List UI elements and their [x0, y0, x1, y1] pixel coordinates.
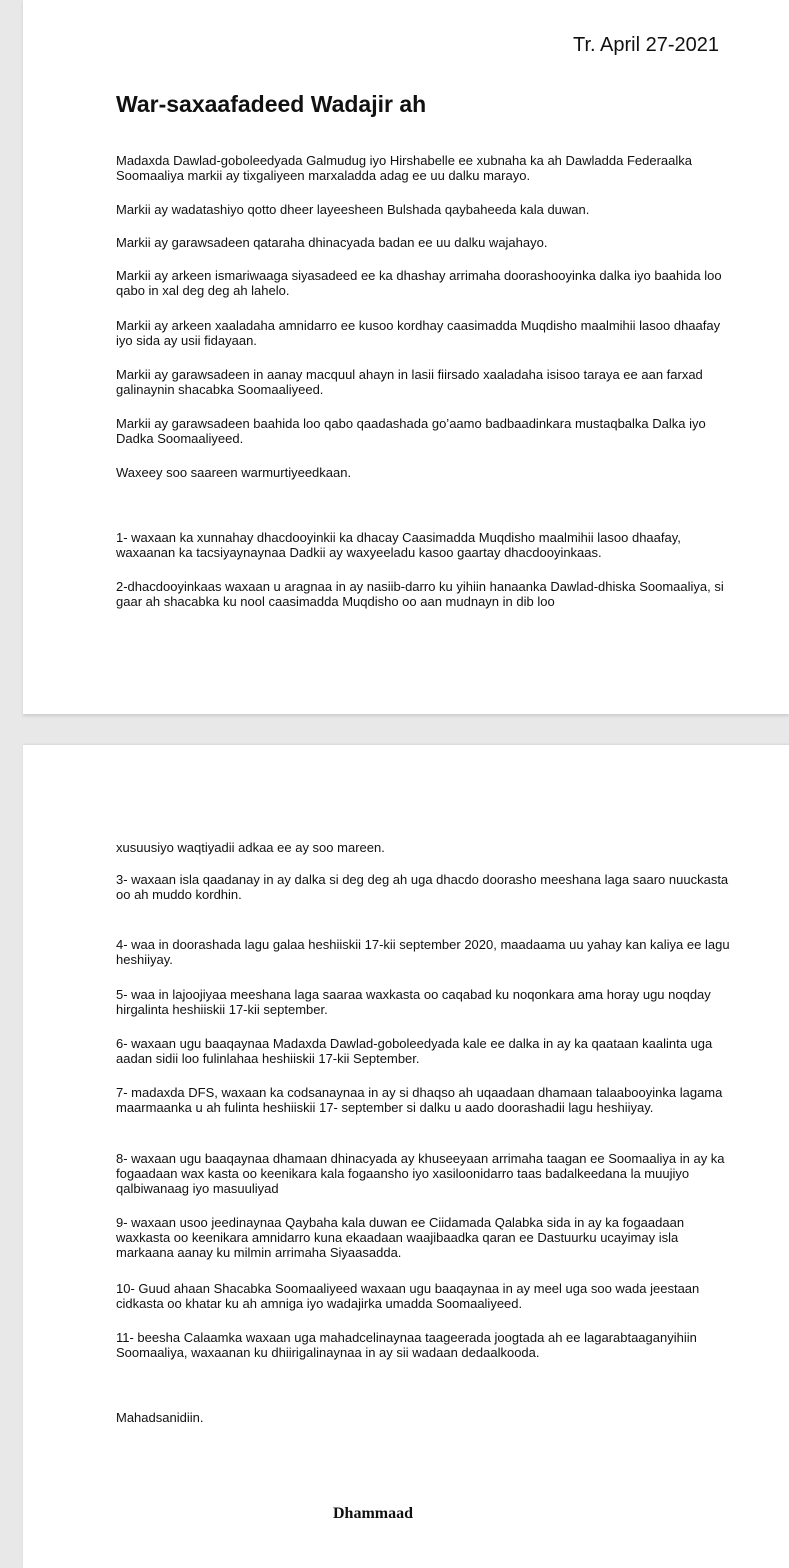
resolution-3: 3- waxaan isla qaadanay in ay dalka si deg deg ah uga dhacdo doorasho meeshana laga saaro nuuckasta oo ah muddo kordhin. [116, 872, 729, 902]
intro-paragraph-6: Markii ay garawsadeen in aanay macquul ahayn in lasii fiirsado xaaladaha isisoo taraya ee aan farxad galinaynin shacabka Soomaaliyeed. [116, 367, 703, 397]
resolution-8: 8- waxaan ugu baaqaynaa dhamaan dhinacyada ay khuseeyaan arrimaha taagan ee Soomaaliya in ay ka fogaadaan wax kasta oo keenikara kala fogaansho iyo xasiloonidarro taas badalkeedana la muujiyo qalbiwanaag iyo masuuliyad [116, 1151, 725, 1196]
resolution-10: 10- Guud ahaan Shacabka Soomaaliyeed waxaan ugu baaqaynaa in ay meel uga soo wada jeestaan cidkasta oo khatar ku ah amniga iyo wadajirka umadda Soomaaliyeed. [116, 1281, 700, 1311]
document-title: War-saxaafadeed Wadajir ah [116, 91, 427, 117]
intro-paragraph-4: Markii ay arkeen ismariwaaga siyasadeed ee ka dhashay arrimaha doorashooyinka dalka iyo baahida loo qabo in xal deg deg ah lahelo. [116, 268, 722, 298]
resolution-5: 5- waa in lajoojiyaa meeshana laga saaraa waxkasta oo caqabad ku noqonkara ama horay ugu noqday hirgalinta heshiiskii 17-kii september. [116, 987, 711, 1017]
intro-paragraph-2: Markii ay wadatashiyo qotto dheer layeesheen Bulshada qaybaheeda kala duwan. [116, 202, 590, 217]
end-mark: Dhammaad [332, 1505, 413, 1522]
resolution-2: 2-dhacdooyinkaas waxaan u aragnaa in ay nasiib-darro ku yihiin hanaanka Dawlad-dhiska Soomaaliya, si gaar ah shacabka ku nool caasimadda Muqdisho oo aan mudnayn in dib loo [116, 579, 724, 609]
resolution-1: 1- waxaan ka xunnahay dhacdooyinkii ka dhacay Caasimadda Muqdisho maalmihii lasoo dhaafay, waxaanan ka tacsiyaynaynaa Dadkii ay waxyeeladu kasoo gaartay dhacdooyinkaas. [116, 530, 681, 560]
intro-paragraph-7: Markii ay garawsadeen baahida loo qabo qaadashada go’aamo badbaadinkara mustaqbalka Dalka iyo Dadka Soomaaliyeed. [116, 416, 706, 446]
resolution-4: 4- waa in doorashada lagu galaa heshiiskii 17-kii september 2020, maadaama uu yahay kan kaliya ee lagu heshiiyay. [116, 937, 730, 967]
resolution-7: 7- madaxda DFS, waxaan ka codsanaynaa in ay si dhaqso ah uqaadaan dhamaan talaabooyinka lagama maarmaanka u ah fulinta heshiiskii 17- september si dalku u aado doorashadii lagu heshiiyay. [116, 1085, 723, 1115]
resolution-2-continued: xusuusiyo waqtiyadii adkaa ee ay soo mareen. [116, 840, 385, 855]
closing-thanks: Mahadsanidiin. [116, 1410, 204, 1425]
document-date: Tr. April 27-2021 [572, 34, 719, 56]
resolution-9: 9- waxaan usoo jeedinaynaa Qaybaha kala duwan ee Ciidamada Qalabka sida in ay ka fogaadaan waxkasta oo keenikara amnidarro kuna ekaadaan waajibaadka qaran ee Dastuurku ucayimay isla markaana aanay ku milmin arrimaha Siyaasadda. [116, 1215, 685, 1260]
intro-paragraph-5: Markii ay arkeen xaaladaha amnidarro ee kusoo kordhay caasimadda Muqdisho maalmihii lasoo dhaafay iyo sida ay usii fidayaan. [116, 318, 721, 348]
intro-paragraph-8: Waxeey soo saareen warmurtiyeedkaan. [116, 465, 352, 480]
resolution-6: 6- waxaan ugu baaqaynaa Madaxda Dawlad-goboleedyada kale ee dalka in ay ka qaataan kaalinta uga aadan sidii loo fulinlahaa heshiiskii 17-kii September. [116, 1036, 713, 1066]
intro-paragraph-1: Madaxda Dawlad-goboleedyada Galmudug iyo Hirshabelle ee xubnaha ka ah Dawladda Federaalka Soomaaliya markii ay tixgaliyeen marxaladda adag ee uu dalku marayo. [116, 153, 692, 183]
intro-paragraph-3: Markii ay garawsadeen qataraha dhinacyada badan ee uu dalku wajahayo. [116, 235, 548, 250]
document-page-2 [23, 745, 789, 1568]
resolution-11: 11- beesha Calaamka waxaan uga mahadcelinaynaa taageerada joogtada ah ee lagarabtaaganyihiin Soomaaliya, waxaanan ku dhiirigalinaynaa in ay sii wadaan dedaalkooda. [116, 1330, 697, 1360]
document-page-1 [23, 0, 789, 714]
